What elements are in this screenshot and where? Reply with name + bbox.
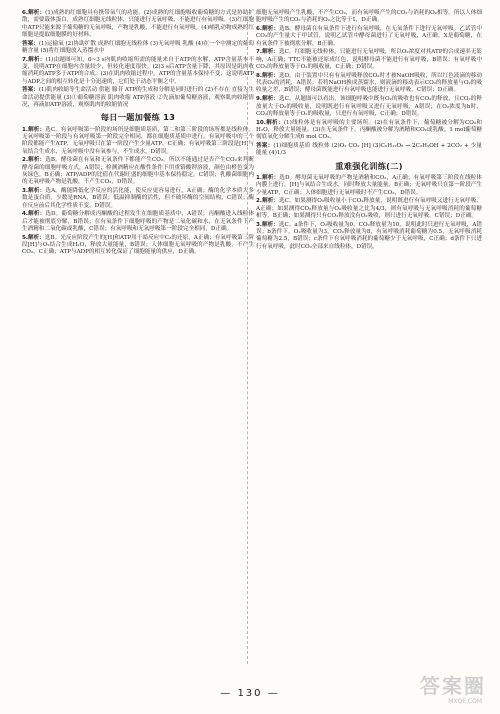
section-heading: 重难强化训练(二) <box>335 160 403 171</box>
answer-text: 选C。从题图可以看出，该细胞呼吸中既有O₂的吸收也有CO₂的释放，且CO₂的释放量大于O₂的吸收量，说明既进行有氧呼吸又进行无氧呼吸，A错误；在O₂浓度为b时，CO₂的释放量等于O₂的吸收量，只进行有氧呼吸，C正确；D错误。 <box>256 96 482 117</box>
answer-text: (1)线粒体是有氧呼吸的主要场所。(2)在有氧条件下，葡萄糖被分解为CO₂和H₂O，释放大量能量。(3)在无氧条件下，丙酮酸被分解为酒精和CO₂或乳酸。1 mol葡萄糖彻底氧化分解生成6 mol CO₂。 <box>256 119 482 141</box>
answer-paragraph <box>256 96 482 118</box>
watermark-text: 答案圈 <box>420 674 486 698</box>
question-number: 7. <box>22 56 29 63</box>
answer-label: 解析： <box>262 198 280 205</box>
answer-text: 选B。酵母菌在有氧和无氧条件下都能产生CO₂，所以不能通过是否产生CO₂来判断酵母菌的细胞呼吸方式，A错误；检测酒精应在酸性条件下用重铬酸钾溶液，颜色由橙色变为灰绿色，B正确；ATP/ADP的比值在代谢旺盛的细胞中基本保持稳定，C错误；乳酸菌细胞内的无氧呼吸产物是乳酸，不产生CO₂，D错误。 <box>22 157 254 186</box>
answer-paragraph <box>22 41 254 56</box>
answer-paragraph <box>256 73 482 95</box>
answer-paragraph <box>22 188 254 210</box>
answer-paragraph <box>256 49 482 71</box>
answer-text: 选C。红细胞无线粒体，只能进行无氧呼吸，所以O₂浓度对其ATP的合成速率无影响，A正确；TTC不能被还原成红色，说明酵母菌不能进行有氧呼吸，B错误；有氧呼吸中CO₂的释放量等于O₂的吸收量，C正确；D错误。 <box>256 49 482 71</box>
answer-paragraph <box>256 10 482 25</box>
answer-label: 解析： <box>28 211 46 218</box>
answer-paragraph <box>22 157 254 186</box>
answer-paragraph <box>256 198 482 220</box>
answer-paragraph <box>22 211 254 233</box>
question-number: 6. <box>256 26 263 33</box>
question-number: 6. <box>22 10 29 16</box>
watermark-logo <box>392 668 490 712</box>
answer-text: 细胞无氧呼吸产生乳酸，不产生CO₂，而有氧呼吸产生的CO₂与消耗的O₂相等，所以人体细胞呼吸产生的CO₂与消耗的O₂之比等于1，D正确。 <box>256 10 482 24</box>
answer-text: 选B。光反应阶段产生的[H]和ATP用于暗反应中C₃的还原，A正确；有氧呼吸第三阶段[H]与O₂结合生成H₂O，释放大量能量，B错误；人体细胞无氧呼吸的产物是乳酸，不产生CO₂，C正确；ATP与ADP的相互转化保证了细胞能量的供应，D正确。 <box>22 234 254 256</box>
section-heading: 每日一题加餐练 13 <box>100 112 176 123</box>
answer-label: 解析： <box>262 96 280 103</box>
question-number: 9. <box>256 96 263 103</box>
answer-paragraph <box>22 57 254 86</box>
question-number: 4. <box>22 211 29 218</box>
answer-text: (1)运输氧 (2)协助扩散 成熟红细胞无线粒体 (3)无氧呼吸 乳酸 (4)在一个中测定的葡萄糖含量 (5)将红细胞放入蒸馏水中 <box>22 40 254 54</box>
answer-label: 解析： <box>28 126 46 133</box>
answer-text: 选D。由于装置中只有有氧呼吸释放CO₂时才被NaOH吸收，所以红色液滴的移动代表O₂的消耗，A错误；若将NaOH换成蒸馏水，则液滴的移动表示CO₂的释放量与O₂的吸收量之差，B错误；酵母菌既能进行有氧呼吸也能进行无氧呼吸，C错误；D正确。 <box>256 72 482 94</box>
answer-text: (1)成熟的红细胞具有携带氧气的功能。(2)成熟的红细胞吸收葡萄糖的方式是协助扩散，需要载体蛋白，成熟红细胞无线粒体，只能进行无氧呼吸，不能进行有氧呼吸。(3)红细胞中ATP只能来源于葡萄糖的无氧呼吸，产物是乳酸，不能进行有氧呼吸。(4)哺乳动物成熟的红细胞是提取细胞膜的好材料。 <box>22 10 254 38</box>
answer-paragraph <box>256 26 482 48</box>
answer-label: 解析： <box>28 56 46 63</box>
answer-text: 选D。葡萄糖分解成丙酮酸的过程发生在细胞质基质中，A错误；丙酮酸进入线粒体后才能被彻底分解，B错误；在有氧条件下细胞呼吸的产物是二氧化碳和水，在无氧条件下产生酒精和二氧化碳或乳酸，C错误；有氧呼吸和无氧呼吸第一阶段完全相同，D正确。 <box>22 211 254 233</box>
answer-paragraph <box>256 222 482 251</box>
answer-text: 选C。如果测得O₂吸收量小于CO₂释放量，说明既进行有氧呼吸又进行无氧呼吸，A正确；如果测得CO₂释放量与O₂吸收量之比为4/3，则有氧呼吸与无氧呼吸消耗的葡萄糖相等，B正确；如果测得只有CO₂释放没有O₂吸收，则只进行无氧呼吸，C错误；D正确。 <box>256 198 482 219</box>
column-divider <box>247 12 248 664</box>
left-column <box>22 10 254 258</box>
answer-paragraph <box>22 87 254 109</box>
answer-text: 选C。a条件下，O₂吸收量为0，CO₂释放量为10，说明此时只进行无氧呼吸，A错误；b条件下，O₂吸收量为3，CO₂释放量为8，有氧呼吸消耗葡萄糖为0.5，无氧呼吸消耗葡萄糖为2.5，B错误；c条件下有氧呼吸消耗的葡萄糖少于无氧呼吸，C正确；d条件下只进行有氧呼吸，此时CO₂全部来自线粒体，D错误。 <box>256 221 482 250</box>
question-number: 10. <box>256 119 266 126</box>
question-number: 3. <box>256 221 263 228</box>
answer-label: 解析： <box>262 174 280 181</box>
answer-text: 选C。有氧呼吸第一阶段的场所是细胞质基质，第二和第三阶段的场所都是线粒体。无氧呼吸第一阶段与有氧呼吸第一阶段完全相同，都在细胞质基质中进行。有氧呼吸中的三个阶段都能产生ATP，无氧呼吸只在第一阶段产生少量ATP。C正确；有氧呼吸第三阶段是[H]与氧结合生成水，无氧呼吸中没有氧参与，不生成水，D错误。 <box>22 126 254 155</box>
question-number: 5. <box>22 234 29 241</box>
answer-paragraph <box>22 10 254 39</box>
question-number: 2. <box>22 157 29 164</box>
answer-paragraph <box>22 127 254 156</box>
answer-label: 答案： <box>22 87 39 94</box>
answer-text: (1)由题图可知，0~3 s内肌肉收缩所需的能量来自于ATP的水解，ATP含量基本不变，说明ATP在细胞内含量较少，但转化速度很快。(2)3 s后ATP含量下降，其原因是肌肉收缩消耗的ATP多于ATP的合成。(3)在肌肉收缩过程中，ATP的含量基本保持不变，这说明ATP与ADP之间的相互转化是十分迅速的，它们处于动态平衡之中。 <box>22 56 254 85</box>
answer-label: 解析： <box>262 49 280 56</box>
page-number: — 130 — <box>220 688 280 699</box>
answer-paragraph <box>22 235 254 257</box>
question-number: 3. <box>22 188 29 195</box>
answer-paragraph <box>256 143 482 158</box>
question-number: 2. <box>256 198 263 205</box>
answer-label: 解析： <box>265 119 284 126</box>
answer-text: 选B。酵母菌在有氧条件下进行有氧呼吸，在无氧条件下进行无氧呼吸。乙试管中CO₂的产生量大于甲试管，说明乙试管中酵母菌进行了无氧呼吸，A正确。X是葡萄糖，在有氧条件下被彻底分解，B正确。 <box>256 26 482 47</box>
answer-label: 答案： <box>22 40 39 47</box>
answer-text: (1)肌肉收缩等生命活动 供能 腺苷 ATP的生成和分解是同时进行的 (2)不存在 直接为生命活动提供能量 (3)①葡萄糖溶液 肌肉收缩 ATP溶液 ②先滴加葡萄糖溶液，观察肌肉收缩情况，再滴加ATP溶液，观察肌肉的收缩情况 <box>22 87 254 109</box>
question-number: 8. <box>256 72 263 79</box>
answer-label: 解析： <box>262 26 280 33</box>
right-column <box>256 10 482 252</box>
answer-label: 解析： <box>262 221 279 228</box>
watermark-subtext: MXQE.COM <box>448 698 482 705</box>
answer-text: 选D。酵母菌无氧呼吸的产物是酒精和CO₂，A正确；有氧呼吸第三阶段在线粒体内膜上进行，[H]与氧结合生成水，同时释放大量能量，B正确；无氧呼吸只在第一阶段产生少量ATP，C正确；人体细胞进行无氧呼吸时不产生CO₂，D错误。 <box>256 174 482 196</box>
answer-label: 解析： <box>28 157 46 164</box>
question-number: 1. <box>256 174 263 181</box>
answer-text: 选A。酶能降低化学反应的活化能，使反应更容易进行，A正确；酶的化学本质大多数是蛋白质，少数是RNA，B错误；低温抑制酶的活性，但不破坏酶的空间结构，C错误；酶在反应前后其化学性质不变，D错误。 <box>22 188 254 209</box>
question-number: 1. <box>22 126 29 133</box>
question-number: 7. <box>256 49 263 56</box>
answer-text: (1)细胞质基质 线粒体 (2)O₂ CO₂ [H] (3)C₆H₁₂O₆ → 2C₂H₅OH + 2CO₂ + 少量能量 (4)1/3 <box>256 143 482 157</box>
answer-label: 解析： <box>28 188 46 195</box>
answer-label: 解析： <box>262 72 280 79</box>
answer-label: 解析： <box>28 234 45 241</box>
answer-label: 答案： <box>256 143 274 150</box>
answer-paragraph <box>256 120 482 142</box>
answer-label: 解析： <box>28 10 46 16</box>
answer-paragraph <box>256 175 482 197</box>
